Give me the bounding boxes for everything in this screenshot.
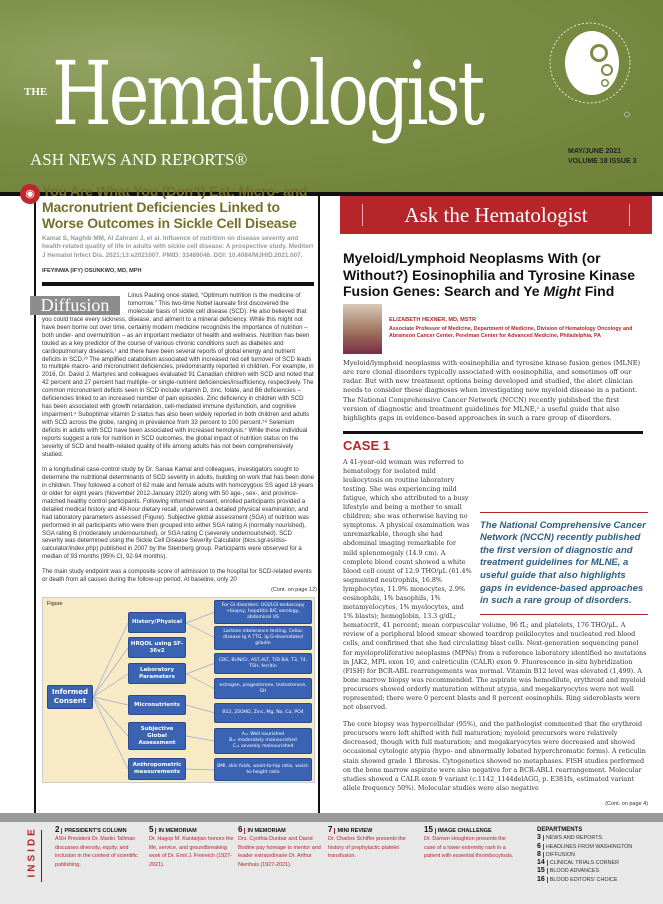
article-author: IFEYINWA (IFY) OSUNKWO, MD, MPH	[42, 267, 142, 274]
item-text: Dr. Hagop M. Kantarjian honors the life, service, and groundbreaking work of Dr. Emil J. Freireich (1927-2021).	[149, 836, 234, 868]
node-laboratory: Laboratory Parameters	[128, 663, 186, 684]
publication-subtitle: ASH NEWS AND REPORTS®	[30, 150, 248, 169]
department-item[interactable]	[537, 843, 632, 851]
item-text: Drs. Cynthia Dunbar and David Bodine pay homage to mentor and leader extraordinaire Dr. Arthur Nienhuis (1927-2021).	[238, 836, 321, 868]
page-number: 2	[55, 825, 60, 834]
case-heading: CASE 1	[343, 437, 390, 453]
detail-lactose: Lactose intolerance testing, Celiac disease Ig A TTG, Ig G-deamidated gliadin	[214, 626, 312, 650]
ask-the-hematologist-banner: Ask the Hematologist	[340, 196, 652, 234]
continued-link[interactable]: (Cont. on page 12)	[271, 587, 317, 594]
page-number: 16	[537, 875, 545, 883]
author-photo	[343, 304, 382, 354]
article-author: ELIZABETH HEXNER, MD, MSTR	[389, 316, 477, 323]
article-title[interactable]: You Are What You (Don’t) Eat: Micro- and Macronutrient Deficiencies Linked to Worse Outcomes in Sickle Cell Disease	[42, 183, 308, 231]
department-name: CLINICAL TRIALS CORNER	[547, 860, 619, 866]
pull-quote: The National Comprehensive Cancer Network (NCCN) recently published the first version of diagnostic and treatment guidelines for MLNE, a useful guide that also highlights gaps in evidence-based approaches in such a rare group of disorders.	[480, 512, 648, 615]
node-informed-consent: Informed Consent	[47, 685, 93, 709]
masthead	[0, 0, 663, 192]
publication-title: Hematologist	[52, 42, 482, 145]
continued-link[interactable]: (Cont. on page 4)	[605, 800, 648, 807]
department-item[interactable]	[537, 859, 632, 867]
department-name: BLOOD EDITORS' CHOICE	[547, 877, 618, 883]
divider	[0, 813, 663, 822]
department-item[interactable]	[537, 876, 632, 884]
section-name: IN MEMORIAM	[244, 828, 285, 834]
issue-info	[568, 147, 636, 167]
ask-the-hematologist-article	[343, 250, 648, 808]
page-number: 7	[328, 825, 333, 834]
divider	[343, 431, 643, 434]
inside-item[interactable]	[424, 826, 516, 861]
detail-sga: A= Well nourished B= moderately malnourished C= severely malnourished	[214, 728, 312, 754]
node-hrqol: HRQOL using SF-36v2	[128, 637, 186, 658]
item-text: ASH President Dr. Martin Tallman discusses diversity, equity, and inclusion in the context of scientific publishing.	[55, 836, 138, 868]
rss-icon[interactable]: ◉	[20, 184, 40, 204]
page-number: 6	[238, 825, 243, 834]
page-number: 8	[537, 850, 541, 858]
page-number: 5	[149, 825, 154, 834]
detail-hormones: estrogen, progesterone, testosterone, GH	[214, 678, 312, 699]
detail-cbc: CBC, BUN/Cr, AST,ALT, T/D Bili, T3, T4, TSH, ferritin	[214, 653, 312, 674]
department-name: BLOOD ADVANCES	[547, 868, 599, 874]
departments-heading: DEPARTMENTS	[537, 827, 583, 833]
page-number: 15	[424, 825, 433, 834]
paragraph: Linus Pauling once stated, “Optimum nutrition is the medicine of tomorrow.” This two-time Nobel laureate first discovered the molecular basis of sickle cell disease (SCD). He also believed that you could trace every sickness, disease, and ailment to a mineral deficiency. While this might not have been borne out over time, certainly modern medicine recognizes the importance of nutrition – both under- and overnutrition – as an important mediator of health and wellness. Nutrition has been touted as a key predictor of the course of various chronic conditions such as diabetes and cardiopulmonary diseases,¹ and there have been several reports of global energy and nutrient deficits in SCD.²³ The amplified catabolism associated with increased red cell turnover of SCD leads to multiple macro- and micronutrient deficiencies, predominantly reported in children. For example, in 2016, Dr. David J. Martyres and colleagues evaluated 91 Canadian children with SCD and noted that 42 percent and 27 percent had multiple- or single-nutrient deficiencies/insufficiency, respectively. The common micronutrient deficits seen in SCD include vitamin D, zinc, folate, and B6 deficiencies – deficiencies linked to an increased number of pain episodes. Zinc deficiency in children with SCD has been associated with growth retardation, cell-mediated immune dysfunction, and cognitive impairment.⁴ Suboptimal vitamin D status has also been widely reported in both children and adults with SCD across the globe, ranging in prevalence from 33 percent to 100 percent.⁵⁶ Selenium deficits in adults with SCD have been associated with increased hemolysis.⁷ While these individual reports suggest a role for nutrition in SCD outcomes, the global impact of nutrition status on the severity of SCD and health-related quality of life among adults has not been comprehensively studied.	[42, 291, 314, 458]
article-reference: Kamal S, Naghib MM, Al Zahrani J, et al. Influence of nutrition on disease severity and health-related quality of life in adults with sickle cell disease: A prospective study. Mediterr J Hematol Infect Dis. 2021;13:e2021007. PMID: 33489046. DOI: 10.4084/MJHID.2021.007.	[42, 235, 314, 259]
page-number: 6	[537, 842, 541, 850]
inside-label-text: INSIDE	[26, 826, 38, 878]
paragraph: The main study endpoint was a composite score of admission to the hospital for SCD-related events or death from all causes during the follow-up period. At baseline, only 20	[42, 568, 312, 584]
page-number: 15	[537, 867, 545, 875]
node-sga: Subjective Global Assessment	[128, 722, 186, 750]
item-text: Dr. Damon Houghton presents the case of a lower extremity rash in a patient with essential thrombocytosis.	[424, 836, 514, 860]
paragraph: In a longitudinal case-control study by Dr. Sanaa Kamal and colleagues, investigators sought to determine the nutritional determinants of SCD severity in adults, building on work that has been done in children. They followed a cohort of 62 male and female adults with homozygous SS aged 18 years or older for eight years (November 2012-January 2020) along with 50 age-, sex-, and province-matched healthy control participants. Following informed consent, enrolled participants provided a detailed medical history and 48-hour dietary recall, underwent a detailed physical examination, and had laboratory parameters assessed (Figure). Subjective global assessment (SGA) of nutrition was performed in all participants who were then grouped into either SGA rating A (normally nourished), SGA rating B (moderately undernourished), or SGA rating C (severely undernourished). SCD severity was determined using the Sickle Cell Disease Severity Calculator (bios.sgr.es/dss-calculator/index.php) published in 2007 by the Steinberg group. Participants were observed for a median of 93 months (95% CI, 92-94 months).	[42, 465, 315, 561]
page-number: 3	[537, 834, 541, 842]
byline	[343, 304, 648, 354]
inside-item[interactable]	[55, 826, 143, 869]
masthead-the: THE	[24, 86, 48, 98]
issue-date: MAY/JUNE 2021	[568, 148, 622, 155]
department-name: NEWS AND REPORTS	[543, 835, 602, 841]
detail-bmi: BMI, skin folds, waist-to-hip ratio, waist-to-height ratio	[214, 758, 312, 781]
paragraph: A 41-year-old woman was referred to hematology for isolated mild leukocytosis on routine laboratory testing. She was experiencing mild fatigue, which she attributed to a busy lifestyle and being a mother to small children; she was otherwise having no symptoms. A physical examination was unremarkable, though she had abdominal imaging remarkable for mild splenomegaly (14.9 cm). A complete blood count showed a white blood cell count of 12.9 THO/µL (61.4% segmented neutrophils, 16.8% lymphocytes, 11.9% monocytes, 2.9% eosinophils, 1% basophils, 1% metamyelocytes, 1% myelocytes, and 1% blasts); hemoglobin, 13.3 g/dL; hematocrit, 41 percent; mean corpuscular volume, 96 fL; and platelets, 176 THO/µL. A review of a peripheral blood smear showed teardrop poikilocytes and nucleated red blood cells, and confirmed that she had circulating blast cells. Next-generation sequencing panel for myeloproliferative neoplasms (MPNs) from a reference laboratory identified no mutations in JAK2, MPL exon 10, and calreticulin (CALR) exon 9. Fluorescence in-situ hybridization (FISH) for BCR-ABL rearrangements was normal. Vitamin B12 level was elevated (1,499). A bone marrow biopsy was recommended. The aspirate was hemodilute, erythroid and myeloid precursors showed orderly maturation without atypia, and megakaryocytes were not well represented; there were 0 percent blasts and 8 percent eosinophils. Ring sideroblasts were not observed.	[343, 457, 647, 712]
inside-label	[22, 826, 42, 882]
article-title[interactable]	[343, 250, 648, 300]
inside-item[interactable]	[238, 826, 326, 869]
section-name: PRESIDENT'S COLUMN	[61, 828, 126, 834]
issue-volume: VOLUME 18 ISSUE 3	[568, 158, 637, 165]
figure-caption: Figure	[47, 601, 63, 608]
department-name: DIFFUSION	[543, 852, 575, 858]
byline-text	[389, 304, 648, 354]
paragraph: The core biopsy was hypercellular (95%), and the pathologist commented that the erythroid precursors were left shifted with full maturation; myeloid precursors were relatively decreased, though with full maturation; and megakaryocytes were decreased and showed occasional cytologic atypia (hypo- and abnormally lobated hyperchromatic forms). A reticulin stain showed grade 1 fibrosis. Cytogenetics showed no metaphases. FISH studies performed on the bone marrow aspirate were also negative for a BCR-ABL1 rearrangement. Molecular studies showed a CALR exon 9 variant (c.1142_1144delAGG, p. E381fs, estimated variant allele frequency 50%). Molecular studies were also negative	[343, 720, 646, 792]
ash-logo-icon	[545, 8, 635, 128]
section-label-diffusion: Diffusion	[30, 296, 120, 315]
department-name: HEADLINES FROM WASHINGTON	[543, 844, 632, 850]
node-history-physical: History/Physical	[128, 612, 186, 633]
section-name: IN MEMORIAM	[155, 828, 196, 834]
divider	[42, 282, 314, 286]
title-part: Myeloid/Lymphoid Neoplasms With (or Without?) Eosinophilia and Tyrosine Kinase Fusion Genes: Search and Ye	[343, 250, 636, 299]
item-text: Dr. Charles Schiffer presents the history of prophylactic platelet transfusion.	[328, 836, 406, 860]
department-item[interactable]	[537, 851, 632, 859]
section-name: MINI REVIEW	[334, 828, 372, 834]
title-emphasis: Might	[543, 283, 581, 299]
inside-item[interactable]	[149, 826, 237, 869]
detail-gi: For GI disorders: UGI/LGI endoscopy +biopsy, hepatitis B/C serology, abdominal US	[214, 600, 312, 624]
detail-b12: B12, 25OHD, Zinc, Mg, Na, Ca, PO4	[214, 703, 312, 723]
inside-item[interactable]	[328, 826, 416, 861]
node-micronutrients: Micronutrients	[128, 695, 186, 715]
article-body	[42, 292, 314, 584]
author-affiliation: Associate Professor of Medicine, Department of Medicine, Division of Hematology Oncology and Abramson Cancer Center, Perelman Center for Advanced Medicine, Philadelphia, PA	[389, 325, 633, 339]
departments-list	[537, 826, 632, 884]
node-anthropometric: Anthropometric measurements	[128, 758, 186, 780]
diffusion-article	[42, 183, 317, 783]
section-name: IMAGE CHALLENGE	[435, 828, 492, 834]
page-number: 14	[537, 859, 545, 867]
department-item[interactable]	[537, 834, 632, 842]
article-intro: Myeloid/lymphoid neoplasms with eosinophilia and tyrosine kinase fusion genes (MLNE) are rare clonal disorders typically associated with eosinophilia, and sometimes off our radar. But with new treatment options being developed and studied, the alert clinician needs to consider these diagnoses when investigating new myeloid disease in a patient. The National Comprehensive Cancer Network (NCCN) recently published the first version of diagnostic and treatment guidelines for MLNE,¹ a useful guide that also highlights gaps in evidence-based approaches in such a rare group of disorders.	[343, 358, 641, 423]
study-figure	[42, 597, 315, 783]
title-part: Find	[580, 283, 615, 299]
department-item[interactable]	[537, 867, 632, 875]
case-body	[343, 458, 648, 793]
